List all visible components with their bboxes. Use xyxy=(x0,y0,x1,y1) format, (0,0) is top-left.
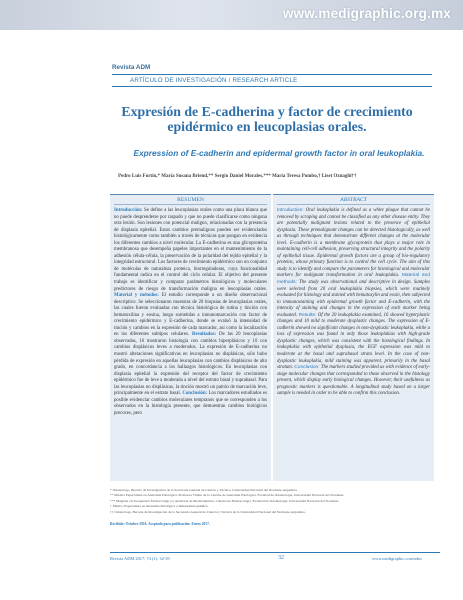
abstract-spanish-text xyxy=(110,205,271,421)
section-rule xyxy=(112,86,432,87)
page-number: 32 xyxy=(278,555,284,561)
top-rule xyxy=(112,74,432,75)
footer-rule xyxy=(110,552,440,553)
section-label: ARTÍCULO DE INVESTIGACIÓN / RESEARCH ARTICLE xyxy=(130,77,298,84)
footer-citation: Revista ADM 2017; 74 (1): 32-39 xyxy=(110,556,170,561)
abstract-spanish-box xyxy=(110,194,271,481)
abstract-english-text xyxy=(273,205,434,401)
received-accepted-dates: Recibido: Octubre 2016. Aceptado para publicación: Enero 2017. xyxy=(110,522,210,526)
header-banner xyxy=(0,0,463,30)
methods-label: Material y métodos: xyxy=(114,293,159,299)
results-text: Of the 20 leukoplakia examined, 16 showed hyperplastic changes and 10 mild to moderate dysplastic changes. The expression of E-cadherin showed no significant changes in non-dysplastic leukoplakia, while a loss of expression was found in only those leukoplakias with high-grade dysplastic changes, which was consistent with the histological findings. In leukoplakia with epithelial dysplasia, the EGF expression was mild to moderate at the basal and suprabasal strata level. In the case of non-dysplastic leukoplakia, mild staining was apparent, primarily in the basal stratum. xyxy=(277,312,430,371)
intro-label: Introducción: xyxy=(114,208,143,213)
affiliation-note: *** Magíster en Terapéutica Farmacológica y Auditoría de Medicamentos. Cátedra de Farmacología. Facultad de Odontología, Universidad Nacional del Nordeste. xyxy=(110,498,340,503)
intro-label: Introduction: xyxy=(277,208,304,213)
conclusion-label: Conclusión: xyxy=(182,391,208,397)
article-title-english: Expression of E-cadherin and epidermal growth factor in oral leukoplakia. xyxy=(133,148,425,158)
conclusion-text: Los marcadores estudiados es posible evidenciar cambios moleculares tempranos que se corresponden a los observados en la histología presente, que demuestran cambios biológicos precoces, pero xyxy=(114,391,267,416)
intro-text: Se define a las leucoplasias orales como una placa blanca que no puede desprenderse por raspado y que no puede clasificarse como ninguna otra lesión. Son lesiones con potencial maligno, relacionadas con la presencia de displasia epitelial. Estos cambios premalignos pueden ser evidenciados histológicamente como también a través de técnicas que pongan en evidencia los diferentes cambios a nivel molecular. La E-cadherina es una glicoproteína membranosa que desempeña papeles importantes en el mantenimiento de la adhesión célula-célula, la preservación de la polaridad del tejido epitelial y la integridad estructural. Los factores de crecimiento epidérmico son un conjunto de moléculas de naturaleza proteica, biorreguladoras, cuya funcionalidad fundamental radica en el control del ciclo celular. El objetivo del presente trabajo es identificar y comparar parámetros histológicos y moleculares predictores de riesgo de transformación maligna en leucoplasias orales. xyxy=(114,208,267,292)
results-label: Resultados: xyxy=(191,332,217,338)
conclusion-label: Conclusion: xyxy=(294,365,320,371)
footer-url-link[interactable]: www.medigraphic.com/adm xyxy=(372,556,422,561)
affiliation-note: † Médico Especialista en Anatomía Patológica e Inmunohistoquímica. xyxy=(110,504,209,509)
abstract-english-box xyxy=(273,194,434,481)
affiliation-note: ** Médica Especialista en Anatomía Patológica. Profesora Titular de la Cátedra de Anatomía Patológica. Facultad de Odontología, Universidad Nacional del Nordeste. xyxy=(110,493,345,498)
affiliation-note: †† Odontóloga, Becaria de Investigación de la Secretaría General de Ciencia y Técnica de la Universidad Nacional del Nordeste-Argentina. xyxy=(110,509,306,514)
abstract-spanish-heading: RESUMEN xyxy=(114,195,267,205)
methods-text: El estudio corresponde a un diseño observacional descriptivo. Se seleccionaron muestras de 20 biopsias de leucoplasias orales, las cuales fueron evaluadas con técnica histológica de rutina y tinción con hematoxilina y eosina, luego sometidas a inmunomarcación con factor de crecimiento epidérmico y E-cadherina, donde se evaluó la intensidad de tinción y cambios en la expresión de cada marcador, así como la localización en los diferentes subtipos celulares. xyxy=(114,293,267,338)
author-affiliations xyxy=(110,488,440,515)
affiliation-note: * Odontólogo, Becario de Investigación de la Secretaría General de Ciencia y Técnica. Universidad Nacional del Nordeste-Argentina. xyxy=(110,488,298,492)
methods-text: The study was observational and descriptive in design. Samples were selected from 20 oral leukoplakia biopsies, which were routinely evaluated for histology and stained with hematoxylin and eosin, then subjected to immunostaining with epidermal growth factor and E-cadherin, with the intensity of staining and changes in the expression of each marker being evaluated. xyxy=(277,280,430,318)
journal-name: Revista ADM xyxy=(112,64,151,71)
author-list: Pedro Luis Fortín,* María Susana Briend,** Sergio Daniel Morales,*** María Teresa Pombo,† Liset Oznaghi†† xyxy=(118,174,357,179)
abstract-english-heading: ABSTRACT xyxy=(277,195,430,205)
methods-label: Material and methods: xyxy=(277,273,431,286)
site-url-link[interactable]: www.medigraphic.org.mx xyxy=(282,6,451,21)
results-text: De las 20 leucoplasias observadas, 16 mostraron histología con cambios hiperplásicos y 10 con cambios displásicos leves a moderados. La expresión de E-cadherina no mostró alteraciones significativas en leucoplasias no displásicas, sólo hubo pérdida de expresión en aquellas leucoplasias con cambios displásicos de alto grado, en concordancia a los hallazgos histológicos. En leucoplasias con displasia epitelial la expresión del receptor del factor de crecimiento epidérmico fue de leve a moderada a nivel del estrato basal y suprabasal. Para las leucoplasias no displásicas, la tinción mostró un patrón de marcación leve, principalmente en el estrato basal. xyxy=(114,332,267,397)
article-title-spanish: Expresión de E-cadherina y factor de crecimiento epidérmico en leucoplasias orales. xyxy=(121,104,413,134)
results-label: Results: xyxy=(298,312,317,318)
intro-text: Oral leukoplakia is defined as a white plaque that cannot be removed by scraping and cannot be classified as any other disease entity. They are potentially malignant lesions related to the presence of epithelial dysplasia. These premalignant changes can be detected histologically, as well as through techniques that demonstrate different changes at the molecular level. E-cadherin is a membrane glycoprotein that plays a major role in maintaining cell-cell adhesion, preserving structural integrity and the polarity of epithelial tissue. Epidermal growth factors are a group of bio-regulatory proteins, whose primary function is to control the cell cycle. The aim of this study is to identify and compare the parameters for histological and molecular markers for malignant transformation in oral leukoplakia. xyxy=(277,208,430,279)
conclusion-text: The markers studied provided us with evidence of early-stage molecular changes that corresponded to those observed in the histology present, which display early biological changes. However, their usefulness as prognostic markers is questionable. A longitudinal study based on a larger sample is needed in order to be able to confirm this conclusion. xyxy=(277,365,431,397)
